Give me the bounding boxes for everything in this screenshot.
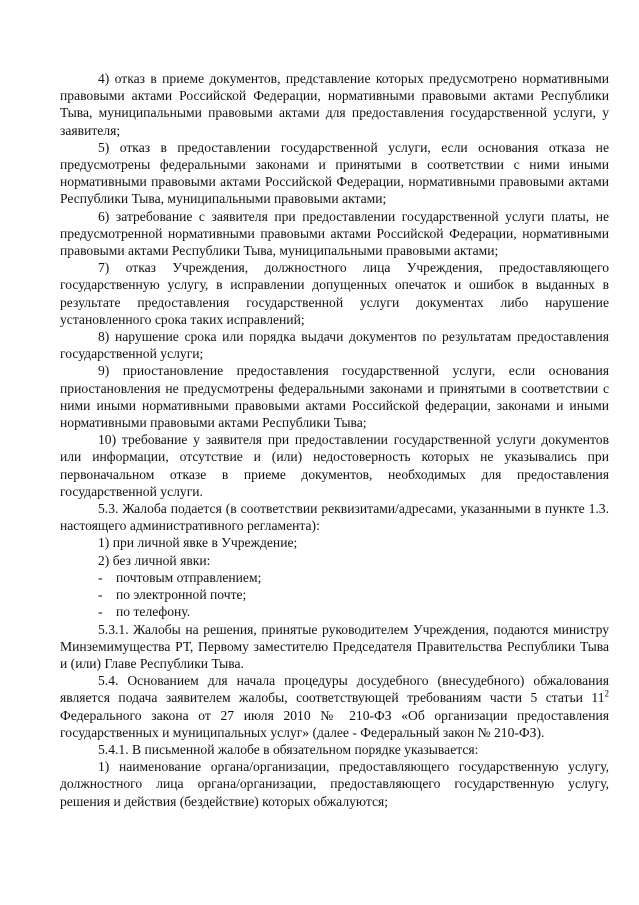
dash-mark: - [98, 569, 103, 585]
list-item-10: 10) требование у заявителя при предоставлении государственной услуги документов или информации, отсутствие и (или) недостоверность которых не указывались при первоначальном отказе в приеме документов, необходимых для предоставления государственной услуги. [60, 432, 609, 499]
section-5-4-after: Федерального закона от 27 июля 2010 № 210-ФЗ «Об организации предоставления государственных и муниципальных услуг» (далее - Федеральный закон № 210-ФЗ). [60, 707, 609, 740]
list-item-9: 9) приостановление предоставления государственной услуги, если основания приостановления не предусмотрены федеральными законами и принятыми в соответствии с ними иными нормативными правовыми актами Российской федерации, законами и иными нормативными правовыми актами Республики Тыва; [60, 363, 609, 431]
section-5-4 [60, 672, 609, 741]
option-personal: 1) при личной явке в Учреждение; [98, 535, 298, 551]
list-item-8: 8) нарушение срока или порядка выдачи документов по результатам предоставления государственной услуги; [60, 329, 609, 362]
subitem-text: по телефону. [116, 604, 191, 620]
list-item-7: 7) отказ Учреждения, должностного лица Учреждения, предоставляющего государственную услугу, в исправлении допущенных опечаток и ошибок в выданных в результате предоставления государственной услуги документах либо нарушение установленного срока таких исправлений; [60, 260, 609, 327]
subitem-email [60, 586, 609, 603]
section-5-4-1: 5.4.1. В письменной жалобе в обязательном порядке указывается: [98, 741, 479, 757]
section-5-4-1-item-1: 1) наименование органа/организации, предоставляющего государственную услугу, должностного лица органа/организации, предоставляющего государственную услугу, решения и действия (бездействие) которых обжалуются; [60, 759, 609, 809]
subitem-mail [60, 569, 609, 586]
option-remote: 2) без личной явки: [98, 552, 211, 568]
dash-mark: - [98, 587, 103, 603]
superscript: 2 [604, 688, 609, 699]
dash-mark: - [98, 604, 103, 620]
list-item-5: 5) отказ в предоставлении государственной услуги, если основания отказа не предусмотрены федеральными законами и принятыми в соответствии с ними иными нормативными правовыми актами Российской Федерации, нормативными правовыми актами Республики Тыва, муниципальными правовыми актами; [60, 139, 609, 207]
list-item-4: 4) отказ в приеме документов, представление которых предусмотрено нормативными правовыми актами Российской Федерации, нормативными правовыми актами Республики Тыва, муниципальными правовыми актами для предоставления государственной услуги, у заявителя; [60, 71, 609, 138]
subitem-text: по электронной почте; [116, 587, 247, 603]
subitem-text: почтовым отправлением; [116, 569, 262, 585]
section-5-4-before: 5.4. Основанием для начала процедуры досудебного (внесудебного) обжалования является подача заявителем жалобы, соответствующей требованиям части 5 статьи 11 [60, 673, 609, 706]
list-item-6: 6) затребование с заявителя при предоставлении государственной услуги платы, не предусмотренной нормативными правовыми актами Российской Федерации, нормативными правовыми актами Республики Тыва, муниципальными правовыми актами; [60, 208, 609, 259]
section-5-3-1: 5.3.1. Жалобы на решения, принятые руководителем Учреждения, подаются министру Минземимущества РТ, Первому заместителю Председателя Правительства Республики Тыва и (или) Главе Республики Тыва. [60, 621, 609, 671]
subitem-phone [60, 603, 609, 620]
section-5-3: 5.3. Жалоба подается (в соответствии реквизитами/адресами, указанными в пункте 1.3. настоящего административного регламента): [60, 501, 609, 534]
